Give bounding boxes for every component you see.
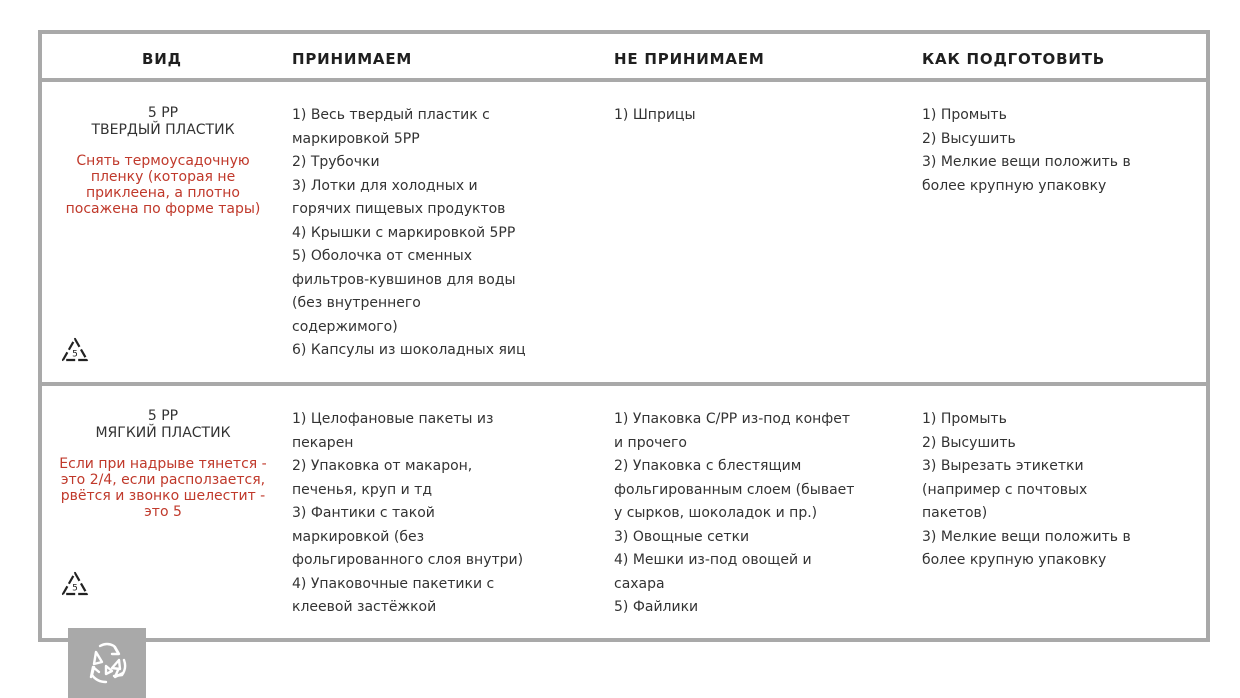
- svg-text:5: 5: [72, 349, 78, 360]
- kind-code: 5 РР: [147, 105, 179, 121]
- list-item: маркировкой 5РР: [292, 130, 420, 147]
- list-item: 3) Вырезать этикетки: [922, 458, 1084, 474]
- header-prepare: КАК ПОДГОТОВИТЬ: [922, 50, 1105, 68]
- recycle-5-icon: [60, 336, 90, 364]
- list-item: 2) Высушить: [922, 434, 1016, 451]
- kind-title: МЯГКИЙ ПЛАСТИК: [95, 425, 231, 441]
- recycling-table: [38, 30, 1210, 642]
- list-item: 5) Оболочка от сменных: [292, 248, 472, 264]
- list-item: 4) Упаковочные пакетики с: [292, 575, 495, 592]
- list-item: (без внутреннего: [292, 295, 421, 311]
- list-item: 5) Файлики: [614, 599, 699, 615]
- list-item: печенья, круп и тд: [292, 481, 432, 498]
- kind-title: ТВЕРДЫЙ ПЛАСТИК: [91, 122, 235, 138]
- prepare-list: [922, 104, 1131, 198]
- list-item: 1) Упаковка С/РР из-под конфет: [614, 411, 851, 427]
- list-item: (например с почтовых: [922, 481, 1088, 498]
- list-item: пакетов): [922, 505, 988, 521]
- list-item: пекарен: [292, 434, 354, 451]
- list-item: фольгированным слоем (бывает: [614, 481, 855, 498]
- header-kind: ВИД: [142, 50, 182, 68]
- list-item: 4) Мешки из-под овощей и: [614, 552, 812, 568]
- recycle-5-icon: [60, 570, 90, 598]
- kind-cell: [58, 408, 268, 520]
- list-item: 4) Крышки с маркировкой 5РР: [292, 224, 516, 241]
- table-row-hard-plastic: [42, 82, 1206, 386]
- list-item: 3) Мелкие вещи положить в: [922, 528, 1131, 545]
- list-item: 3) Фантики с такой: [292, 505, 435, 521]
- accept-list: [292, 104, 526, 363]
- list-item: 1) Шприцы: [614, 107, 696, 123]
- list-item: более крупную упаковку: [922, 552, 1107, 568]
- list-item: фильтров-кувшинов для воды: [292, 271, 516, 288]
- kind-cell: [58, 105, 268, 217]
- accept-list: [292, 408, 523, 620]
- table-row-soft-plastic: [42, 386, 1206, 638]
- list-item: 3) Лотки для холодных и: [292, 177, 478, 194]
- list-item: 2) Высушить: [922, 130, 1016, 147]
- list-item: 1) Промыть: [922, 411, 1007, 427]
- list-item: 1) Весь твердый пластик с: [292, 107, 490, 123]
- prepare-list: [922, 408, 1131, 573]
- list-item: 1) Целофановые пакеты из: [292, 411, 494, 427]
- list-item: 2) Трубочки: [292, 154, 380, 170]
- header-reject: НЕ ПРИНИМАЕМ: [614, 50, 765, 68]
- list-item: горячих пищевых продуктов: [292, 201, 506, 217]
- kind-code: 5 РР: [147, 408, 179, 424]
- list-item: 6) Капсулы из шоколадных яиц: [292, 342, 526, 358]
- list-item: клеевой застёжкой: [292, 599, 437, 615]
- list-item: 2) Упаковка с блестящим: [614, 458, 802, 474]
- svg-text:5: 5: [72, 583, 78, 594]
- header-accept: ПРИНИМАЕМ: [292, 50, 413, 68]
- list-item: 3) Мелкие вещи положить в: [922, 154, 1131, 170]
- list-item: содержимого): [292, 318, 398, 335]
- list-item: и прочего: [614, 434, 687, 451]
- reject-list: [614, 104, 696, 128]
- recycle-logo-icon: [82, 638, 132, 688]
- recycle-logo: [68, 628, 146, 698]
- kind-note: Снять термоусадочную пленку (которая не приклеена, а плотно посажена по форме тары): [65, 153, 261, 217]
- list-item: 3) Овощные сетки: [614, 528, 750, 545]
- list-item: у сырков, шоколадок и пр.): [614, 505, 818, 521]
- list-item: 1) Промыть: [922, 107, 1007, 123]
- list-item: сахара: [614, 575, 665, 592]
- kind-note: Если при надрыве тянется - это 2/4, если расползается, рвётся и звонко шелестит - это 5: [59, 456, 267, 520]
- table-header: [42, 34, 1206, 82]
- list-item: маркировкой (без: [292, 528, 425, 545]
- list-item: 2) Упаковка от макарон,: [292, 458, 473, 474]
- list-item: фольгированного слоя внутри): [292, 552, 524, 568]
- reject-list: [614, 408, 854, 620]
- list-item: более крупную упаковку: [922, 177, 1107, 194]
